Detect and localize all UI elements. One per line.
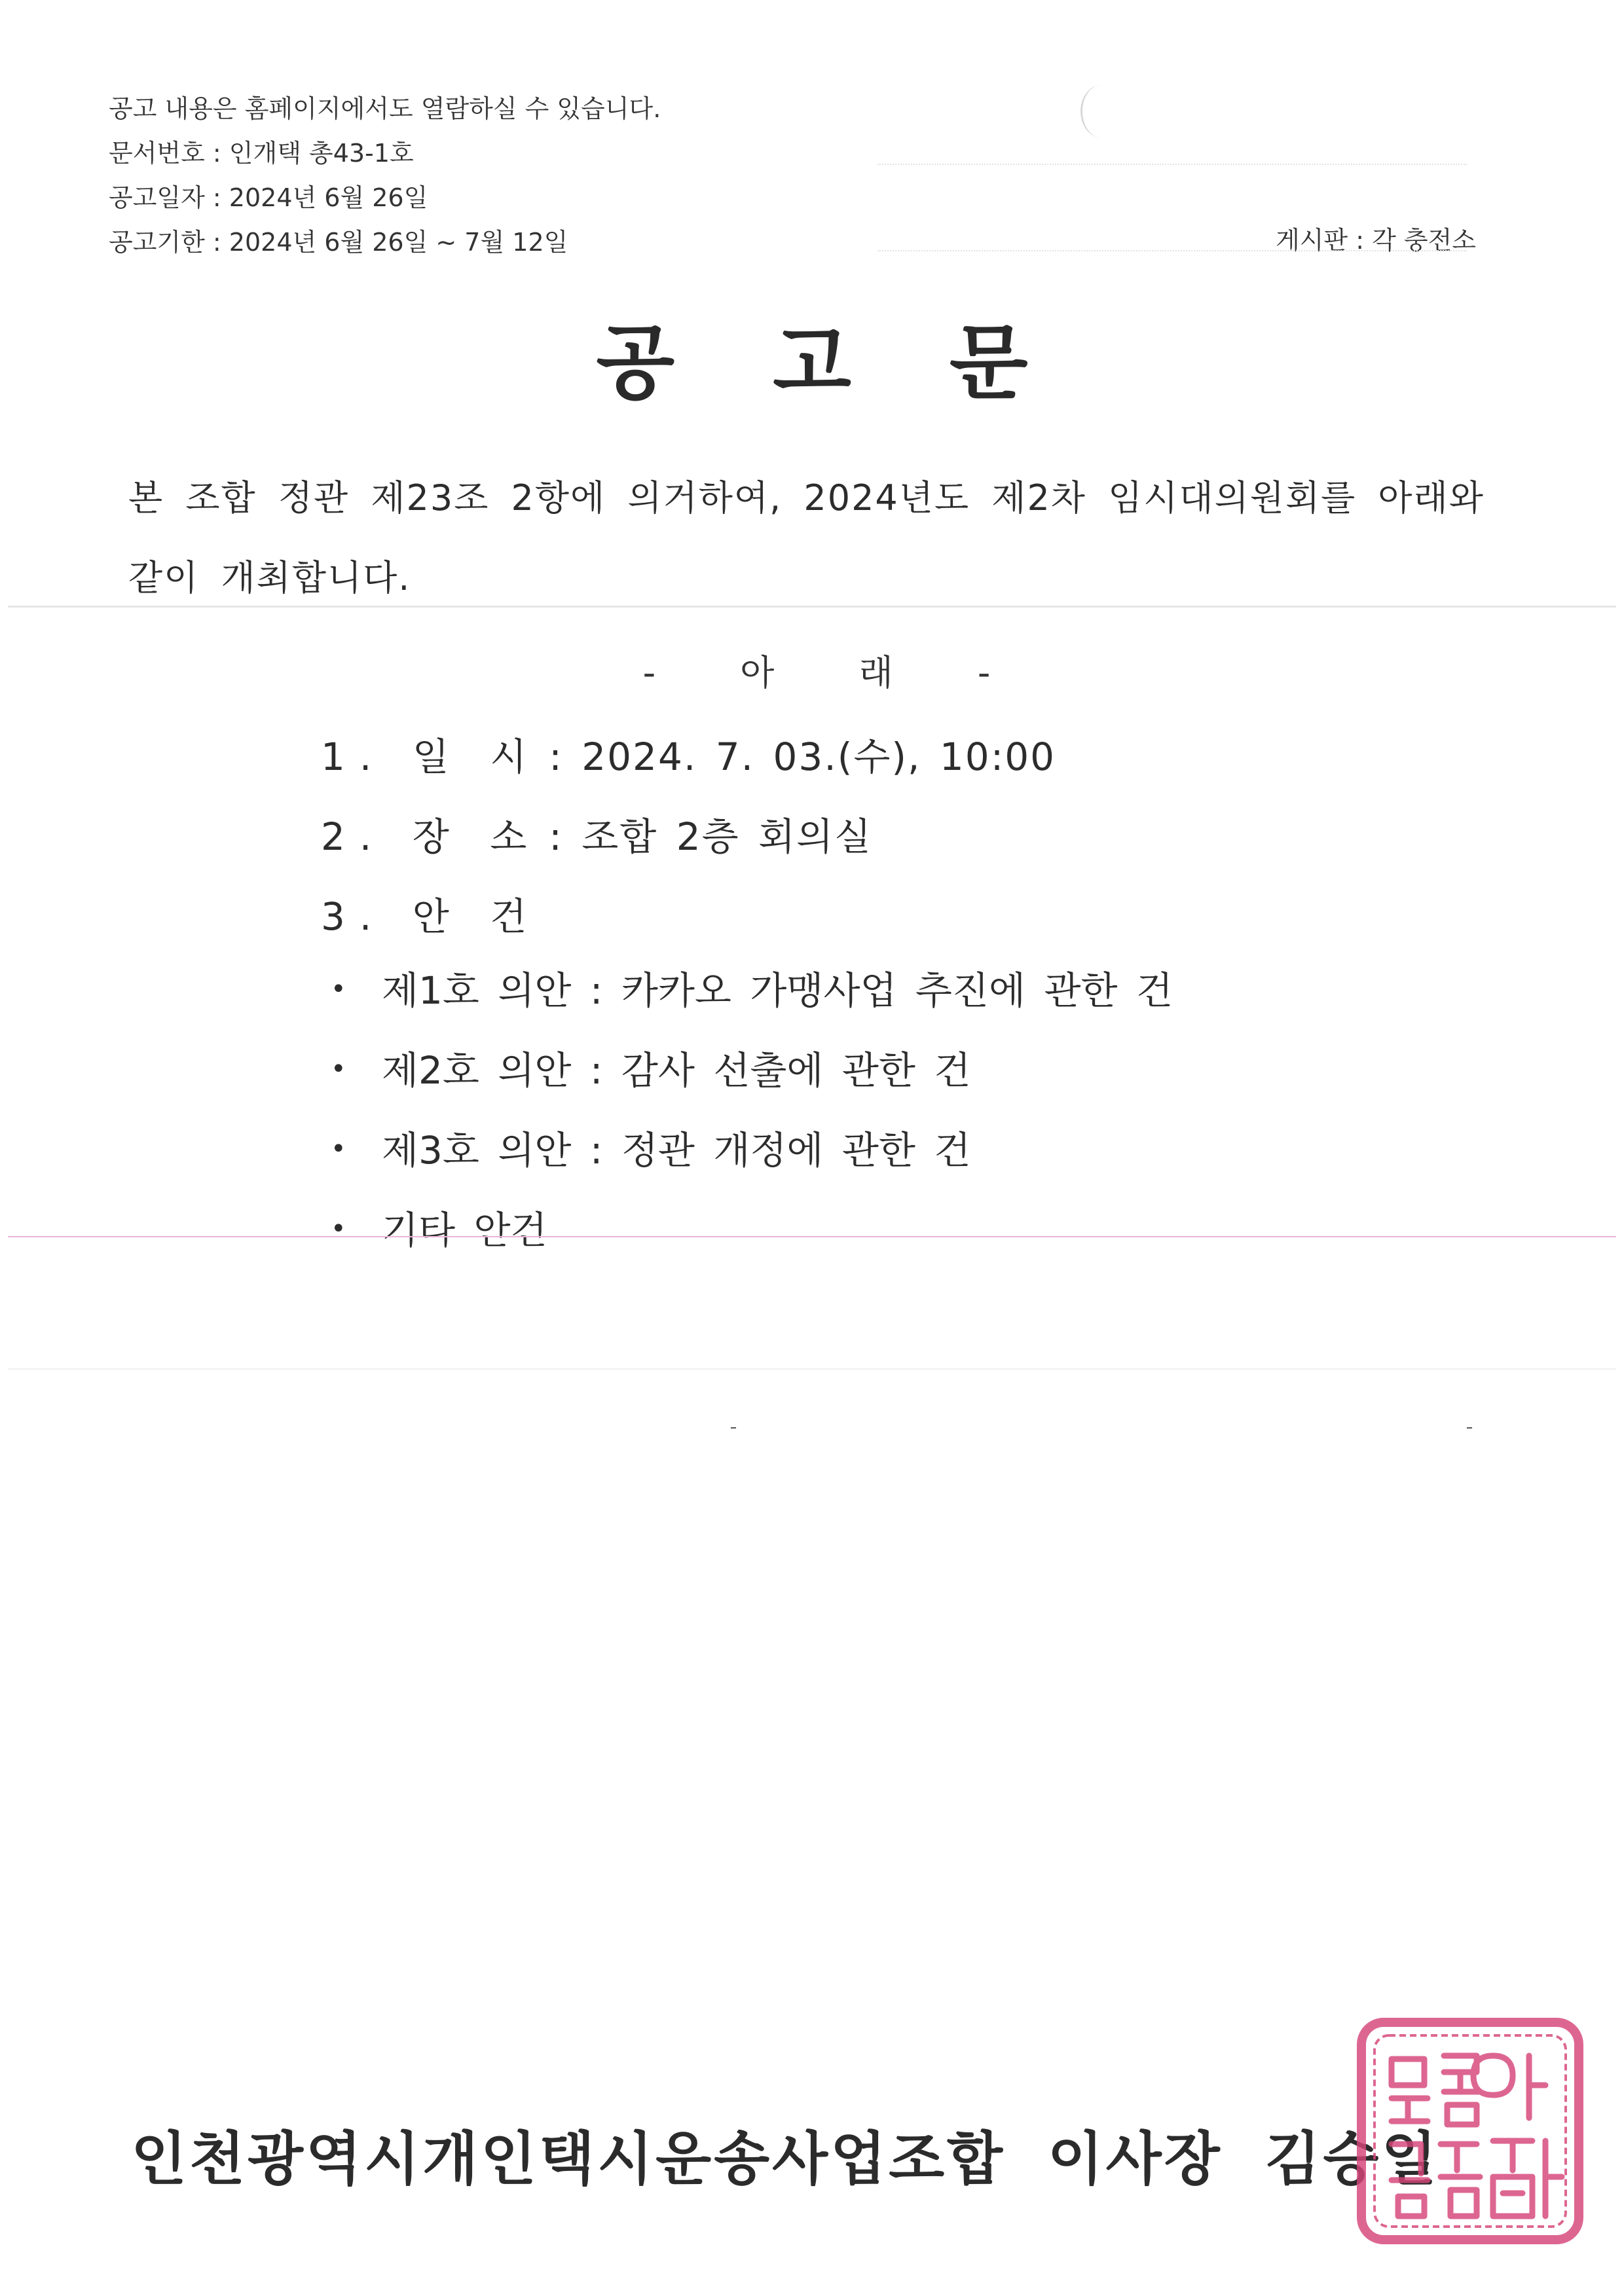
document-number: 문서번호 : 인개택 총43-1호 (109, 139, 414, 168)
divider (8, 606, 1616, 608)
official-seal-stamp (1352, 2013, 1588, 2249)
scan-artifact (877, 250, 1467, 251)
intro-line: 같이 개최합니다. (128, 557, 411, 598)
bulletin-board: 게시판 : 각 충전소 (1276, 226, 1476, 255)
notice-date: 공고일자 : 2024년 6월 26일 (109, 183, 428, 212)
scan-artifact (1467, 1427, 1472, 1429)
meeting-details (321, 717, 1056, 957)
agenda-list (331, 951, 1173, 1270)
punch-hole-mark (1080, 85, 1122, 137)
scan-artifact (731, 1427, 736, 1429)
scan-artifact (877, 164, 1467, 165)
bullet-icon: • (331, 1133, 346, 1164)
agenda-item (331, 1030, 1173, 1110)
notice-period: 공고기한 : 2024년 6월 26일 ~ 7월 12일 (109, 228, 568, 257)
detail-label: 3. 안 건 (321, 894, 542, 939)
detail-label: 1. 일 시 (321, 735, 542, 779)
divider (8, 1368, 1616, 1370)
detail-item (321, 877, 1056, 957)
agenda-item (331, 951, 1173, 1030)
agenda-text: 제3호 의안 : 정관 개정에 관한 건 (382, 1128, 971, 1173)
header-meta (109, 86, 661, 264)
agenda-text: 제2호 의안 : 감사 선출에 관한 건 (382, 1048, 971, 1093)
page-title: 공고문 (596, 316, 1126, 410)
detail-item (321, 797, 1056, 877)
intro-paragraph (128, 458, 1517, 618)
bullet-icon: • (331, 1053, 346, 1084)
detail-item (321, 717, 1056, 797)
agenda-item (331, 1190, 1173, 1270)
section-heading: - 아 래 - (642, 652, 1027, 693)
intro-line: 본 조합 정관 제23조 2항에 의거하여, 2024년도 제2차 임시대의원회를 아래와 (128, 477, 1485, 519)
detail-value: : 조합 2층 회의실 (549, 814, 873, 859)
agenda-item (331, 1110, 1173, 1190)
detail-value: : 2024. 7. 03.(수), 10:00 (549, 735, 1056, 779)
signature-line: 인천광역시개인택시운송사업조합 이사장 김승일 (131, 2125, 1440, 2193)
header-note: 공고 내용은 홈페이지에서도 열람하실 수 있습니다. (109, 94, 661, 123)
detail-label: 2. 장 소 (321, 814, 542, 859)
agenda-text: 기타 안건 (382, 1208, 547, 1252)
divider (8, 1236, 1616, 1237)
agenda-text: 제1호 의안 : 카카오 가맹사업 추진에 관한 건 (382, 968, 1173, 1013)
bullet-icon: • (331, 1213, 346, 1244)
bullet-icon: • (331, 974, 346, 1004)
